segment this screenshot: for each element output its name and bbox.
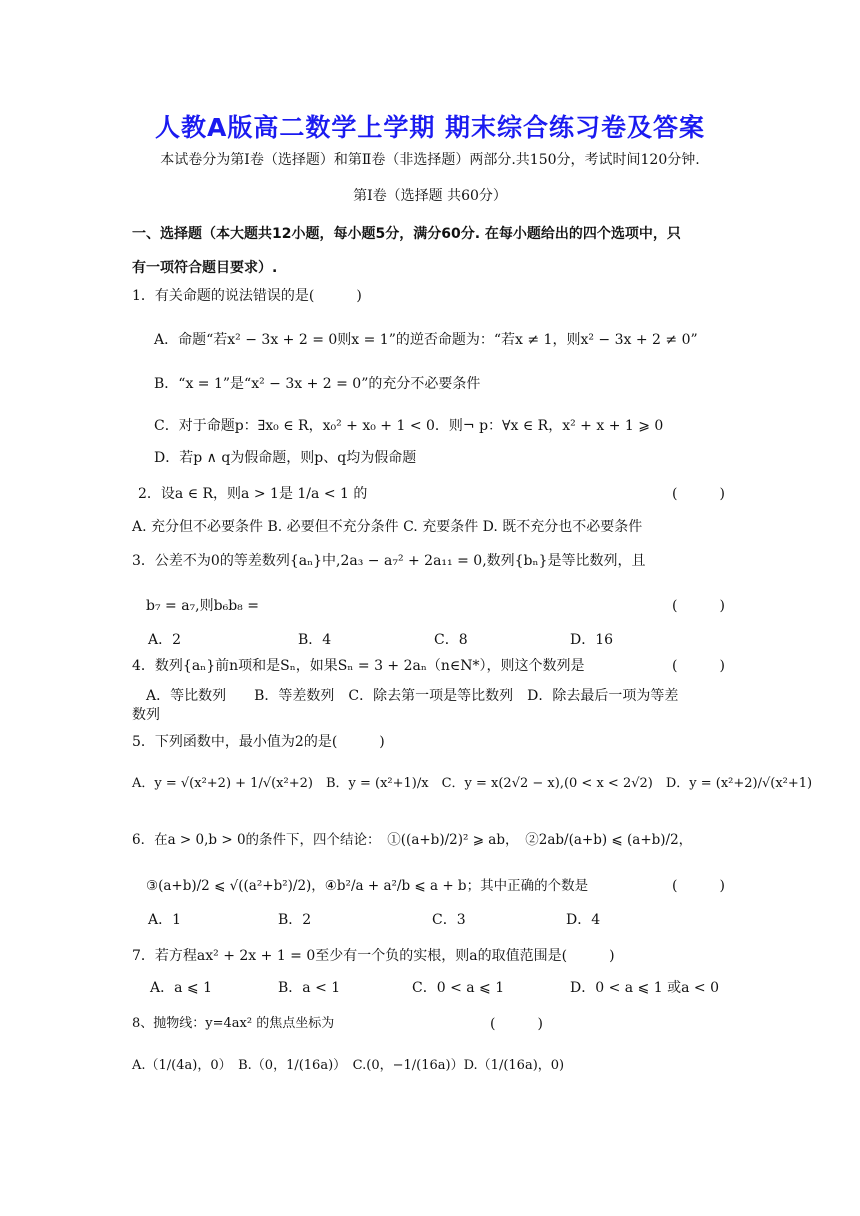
question-1-stem: 1．有关命题的说法错误的是( )	[132, 288, 362, 304]
page-title: 人教A版高二数学上学期 期末综合练习卷及答案	[154, 113, 706, 142]
question-5-stem: 5．下列函数中，最小值为2的是( )	[132, 734, 385, 750]
question-6-option-a: A．1	[148, 912, 182, 928]
question-2-options: A. 充分但不必要条件 B. 必要但不充分条件 C. 充要条件 D. 既不充分也不必要条件	[132, 519, 643, 535]
section-one-line-1: 一、选择题（本大题共12小题，每小题5分，满分60分. 在每小题给出的四个选项中，只	[132, 226, 681, 242]
question-4-answer-paren: ( )	[672, 658, 725, 674]
question-6-option-d: D．4	[566, 912, 601, 928]
question-5-options: A．y = √(x²+2) + 1/√(x²+2) B．y = (x²+1)/x C．y = x(2√2 − x),(0 < x < 2√2) D．y = (x²+2)/√(x²+1)	[132, 776, 813, 791]
question-7-option-b: B．a < 1	[278, 980, 341, 996]
question-3-stem-2: b₇ = a₇,则b₆b₈ =	[146, 598, 259, 614]
question-7-option-a: A．a ⩽ 1	[150, 980, 212, 996]
question-8-stem: 8、抛物线：y=4ax² 的焦点坐标为	[132, 1016, 335, 1031]
question-3-option-d: D．16	[570, 632, 614, 648]
question-7-stem: 7．若方程ax² + 2x + 1 = 0至少有一个负的实根，则a的取值范围是( )	[132, 948, 615, 964]
question-8-options: A.（1/(4a)，0） B.（0，1/(16a)） C.(0，−1/(16a)）D.（1/(16a)，0)	[132, 1058, 565, 1073]
question-3-answer-paren: ( )	[672, 598, 725, 614]
question-1-option-a: A．命题“若x² − 3x + 2 = 0则x = 1”的逆否命题为：“若x ≠ 1，则x² − 3x + 2 ≠ 0”	[154, 332, 698, 348]
question-4-options: A．等比数列 B．等差数列 C．除去第一项是等比数列 D．除去最后一项为等差	[146, 688, 679, 704]
question-8-answer-paren: ( )	[490, 1016, 543, 1032]
question-6-option-b: B．2	[278, 912, 312, 928]
question-6-option-c: C．3	[432, 912, 466, 928]
question-3-option-b: B．4	[298, 632, 332, 648]
question-3-option-c: C．8	[434, 632, 468, 648]
question-6-stem: 6．在a > 0,b > 0的条件下，四个结论： ①((a+b)/2)² ⩾ ab， ②2ab/(a+b) ⩽ (a+b)/2，	[132, 832, 693, 848]
exam-intro: 本试卷分为第Ⅰ卷（选择题）和第Ⅱ卷（非选择题）两部分.共150分，考试时间120分钟.	[160, 152, 700, 168]
question-6-stem-2: ③(a+b)/2 ⩽ √((a²+b²)/2)，④b²/a + a²/b ⩽ a + b；其中正确的个数是	[146, 878, 589, 894]
question-1-option-c: C．对于命题p：∃x₀ ∈ R，x₀² + x₀ + 1 < 0．则¬ p：∀x ∈ R，x² + x + 1 ⩾ 0	[154, 418, 664, 434]
question-3-option-a: A．2	[148, 632, 182, 648]
section-one-line-2: 有一项符合题目要求）.	[132, 260, 278, 276]
question-4-stem: 4．数列{aₙ}前n项和是Sₙ，如果Sₙ = 3 + 2aₙ（n∈N*），则这个数列是	[132, 658, 585, 674]
question-2-stem: 2．设a ∈ R，则a > 1是 1/a < 1 的	[138, 486, 368, 502]
question-6-answer-paren: ( )	[672, 878, 725, 894]
question-3-stem: 3．公差不为0的等差数列{aₙ}中,2a₃ − a₇² + 2a₁₁ = 0,数列{bₙ}是等比数列，且	[132, 553, 646, 569]
question-1-option-d: D．若p ∧ q为假命题，则p、q均为假命题	[154, 450, 417, 466]
question-2-answer-paren: ( )	[672, 486, 725, 502]
part-one-heading: 第Ⅰ卷（选择题 共60分）	[353, 188, 507, 204]
question-4-options-2: 数列	[132, 707, 160, 723]
question-7-option-d: D．0 < a ⩽ 1 或a < 0	[570, 980, 719, 996]
question-7-option-c: C．0 < a ⩽ 1	[412, 980, 505, 996]
question-1-option-b: B．“x = 1”是“x² − 3x + 2 = 0”的充分不必要条件	[154, 376, 481, 392]
